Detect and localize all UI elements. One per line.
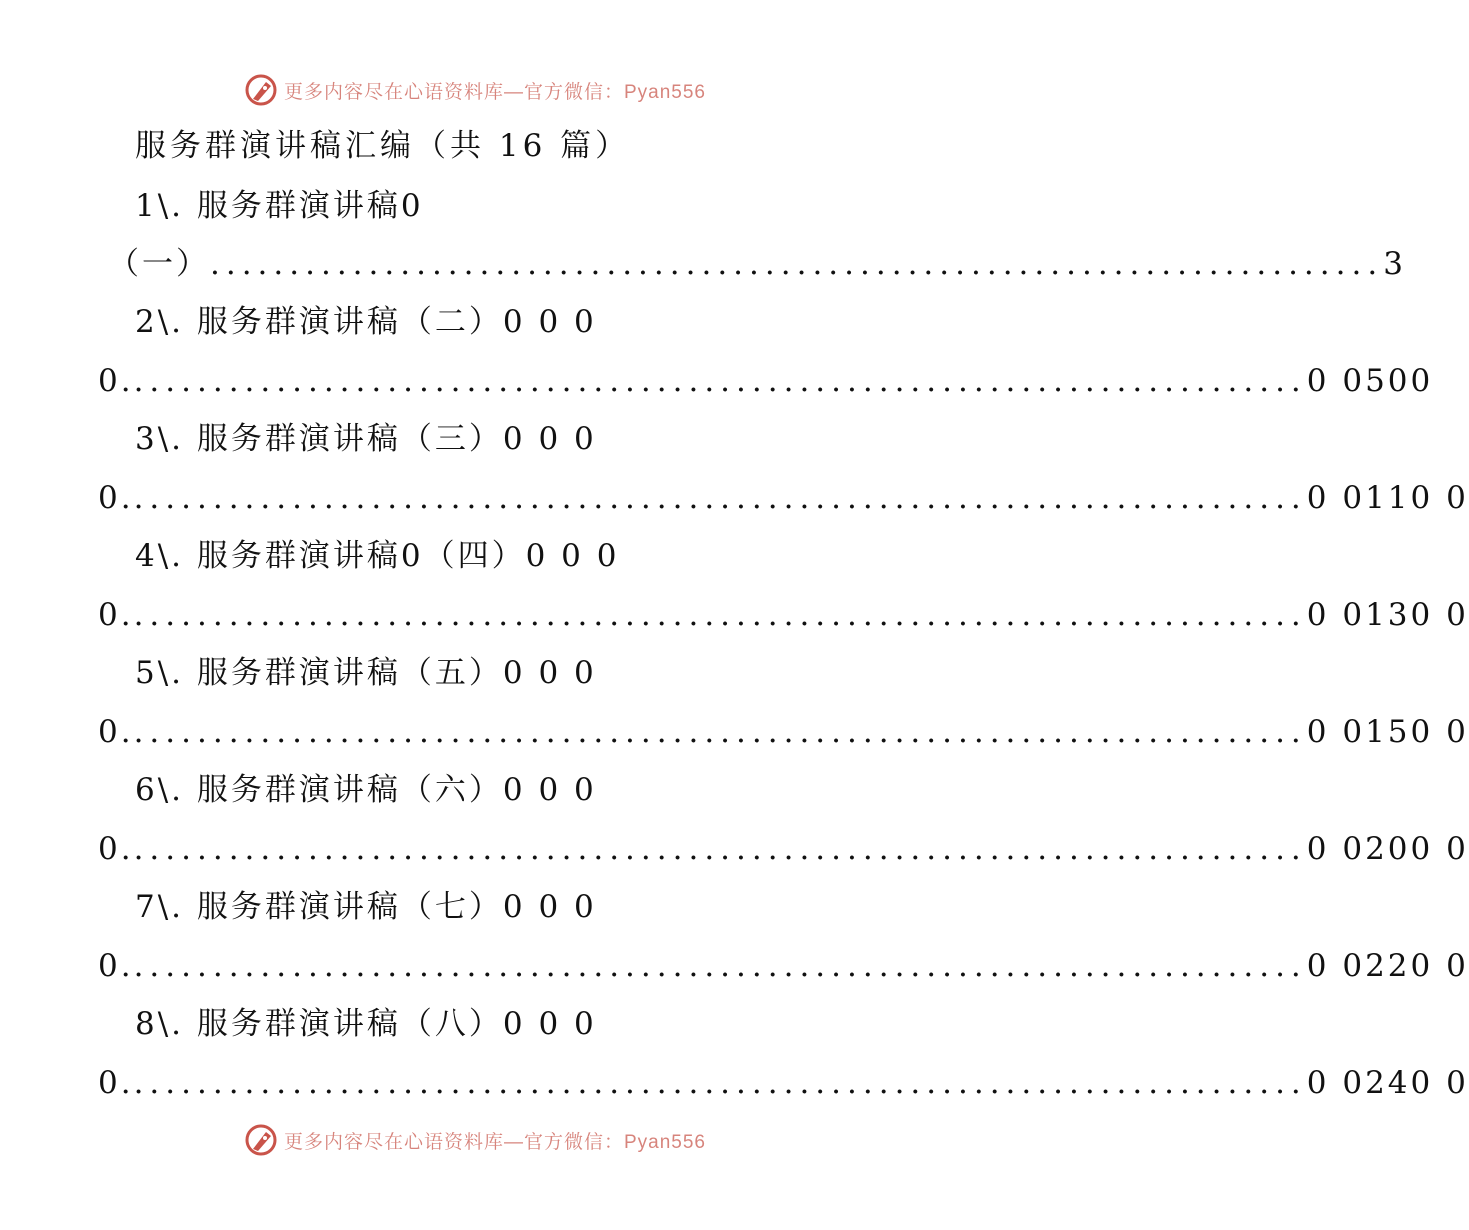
toc-page-number: 0 0240 0 xyxy=(1306,1065,1469,1101)
toc-lead: 0. xyxy=(98,714,134,750)
toc-page-number: 0 0150 0 xyxy=(1306,714,1469,750)
toc-dots: .......................................................................... xyxy=(210,246,1384,282)
toc-lead: 0. xyxy=(98,948,134,984)
toc-heading-4: 4\. 服务群演讲稿0（四）0 0 0 xyxy=(135,538,620,574)
footer-banner xyxy=(0,1120,950,1160)
toc-lead: 0. xyxy=(98,1065,134,1101)
toc-leader-7 xyxy=(98,946,1469,986)
toc-page-number: 0 0500 xyxy=(1306,363,1434,399)
toc-dots: .......................................................................... xyxy=(133,597,1307,633)
toc-leader-1 xyxy=(108,244,1406,284)
toc-lead: 0. xyxy=(98,480,134,516)
toc-dots: .......................................................................... xyxy=(133,948,1307,984)
toc-lead: （一） xyxy=(108,246,210,282)
toc-page-number: 0 0200 0 xyxy=(1306,831,1469,867)
pen-circle-logo-icon xyxy=(244,73,278,107)
toc-heading-3: 3\. 服务群演讲稿（三）0 0 0 xyxy=(135,421,597,457)
toc-leader-5 xyxy=(98,712,1469,752)
toc-page-number: 0 0130 0 xyxy=(1306,597,1469,633)
toc-leader-3 xyxy=(98,478,1469,518)
banner-text: 更多内容尽在心语资料库—官方微信：Pyan556 xyxy=(283,1131,706,1153)
toc-page-number: 0 0110 0 xyxy=(1306,480,1469,516)
pen-circle-logo-icon xyxy=(244,1123,278,1157)
toc-dots: .......................................................................... xyxy=(133,831,1307,867)
header-banner xyxy=(0,70,950,110)
banner-text: 更多内容尽在心语资料库—官方微信：Pyan556 xyxy=(283,81,706,103)
toc-dots: .......................................................................... xyxy=(133,1065,1307,1101)
toc-heading-8: 8\. 服务群演讲稿（八）0 0 0 xyxy=(135,1006,597,1042)
toc-heading-6: 6\. 服务群演讲稿（六）0 0 0 xyxy=(135,772,597,808)
toc-heading-2: 2\. 服务群演讲稿（二）0 0 0 xyxy=(135,304,597,340)
toc-lead: 0. xyxy=(98,831,134,867)
toc-dots: .......................................................................... xyxy=(133,363,1307,399)
toc-heading-7: 7\. 服务群演讲稿（七）0 0 0 xyxy=(135,889,597,925)
toc-heading-5: 5\. 服务群演讲稿（五）0 0 0 xyxy=(135,655,597,691)
toc-lead: 0. xyxy=(98,363,134,399)
toc-page-number: 0 0220 0 xyxy=(1306,948,1469,984)
toc-heading-1: 1\. 服务群演讲稿0 xyxy=(135,188,424,224)
toc-leader-2 xyxy=(98,361,1434,401)
toc-dots: .......................................................................... xyxy=(133,714,1307,750)
toc-leader-6 xyxy=(98,829,1469,869)
toc-leader-4 xyxy=(98,595,1469,635)
toc-dots: .......................................................................... xyxy=(133,480,1307,516)
toc-page-number: 3 xyxy=(1383,246,1406,282)
toc-lead: 0. xyxy=(98,597,134,633)
toc-leader-8 xyxy=(98,1063,1469,1103)
document-title: 服务群演讲稿汇编（共 16 篇） xyxy=(135,128,631,164)
